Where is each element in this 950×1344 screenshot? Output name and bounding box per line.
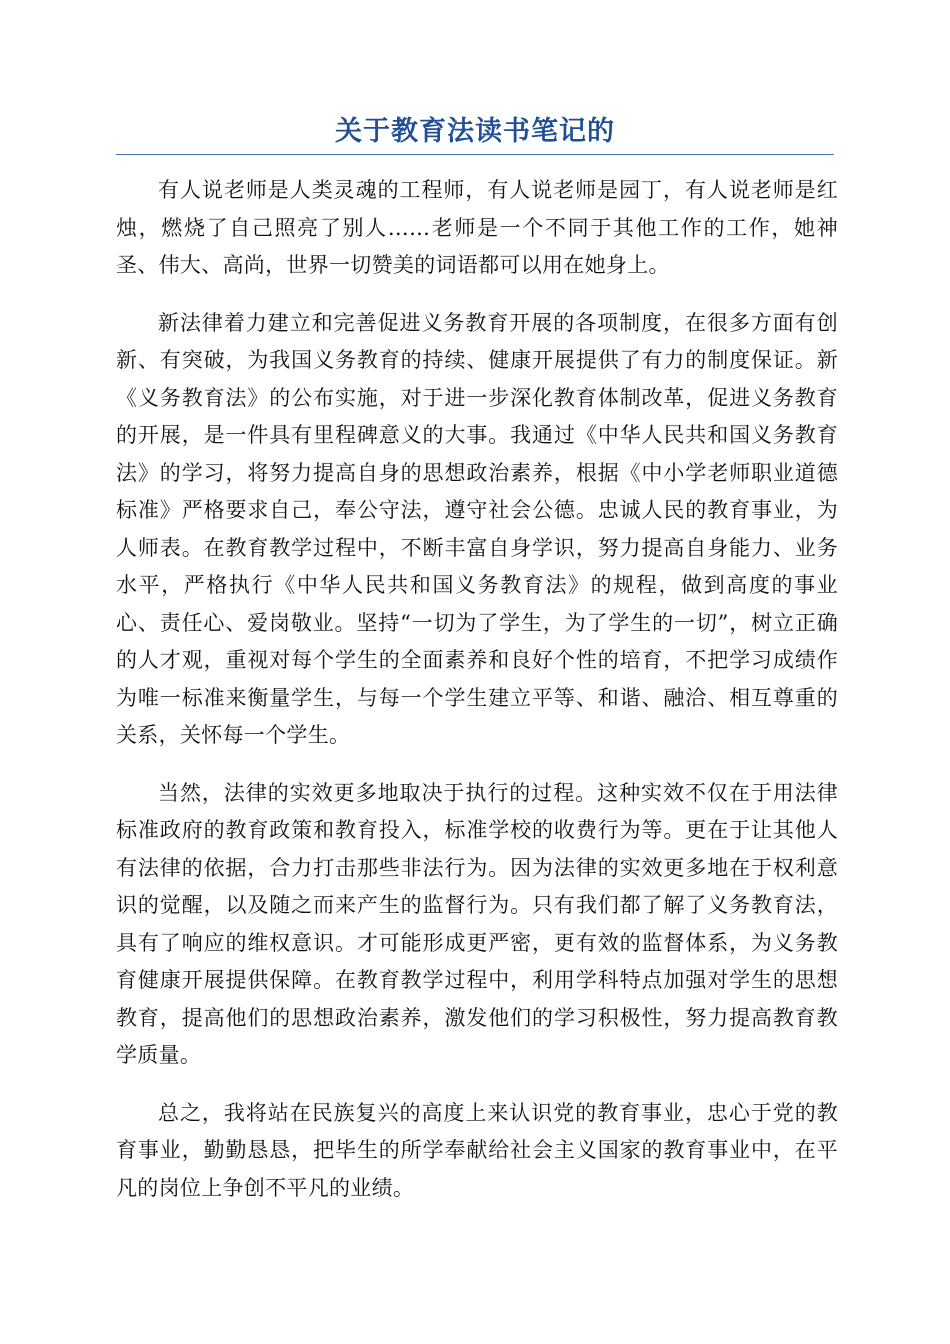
paragraph-intro: 有人说老师是人类灵魂的工程师，有人说老师是园丁，有人说老师是红烛，燃烧了自己照亮了别人……老师是一个不同于其他工作的工作，她神圣、伟大、高尚，世界一切赞美的词语都可以用在她身上。 [116, 178, 838, 277]
document-body [116, 172, 838, 1227]
document-title: 关于教育法读书笔记的 [335, 116, 615, 147]
title-underline [116, 154, 834, 155]
paragraph-new-law: 新法律着力建立和完善促进义务教育开展的各项制度，在很多方面有创新、有突破，为我国义务教育的持续、健康开展提供了有力的制度保证。新《义务教育法》的公布实施，对于进一步深化教育体制改革，促进义务教育的开展，是一件具有里程碑意义的大事。我通过《中华人民共和国义务教育法》的学习，将努力提高自身的思想政治素养，根据《中小学老师职业道德标准》严格要求自己，奉公守法，遵守社会公德。忠诚人民的教育事业，为人师表。在教育教学过程中，不断丰富自身学识，努力提高自身能力、业务水平，严格执行《中华人民共和国义务教育法》的规程，做到高度的事业心、责任心、爱岗敬业。坚持“一切为了学生，为了学生的一切”，树立正确的人才观，重视对每个学生的全面素养和良好个性的培育，不把学习成绩作为唯一标准来衡量学生，与每一个学生建立平等、和谐、融洽、相互尊重的关系，关怀每一个学生。 [116, 310, 838, 747]
paragraph-conclusion: 总之，我将站在民族复兴的高度上来认识党的教育事业，忠心于党的教育事业，勤勤恳恳，把毕生的所学奉献给社会主义国家的教育事业中，在平凡的岗位上争创不平凡的业绩。 [116, 1100, 838, 1200]
paragraph-law-effect: 当然，法律的实效更多地取决于执行的过程。这种实效不仅在于用法律标准政府的教育政策和教育投入，标准学校的收费行为等。更在于让其他人有法律的依据，合力打击那些非法行为。因为法律的实效更多地在于权利意识的觉醒，以及随之而来产生的监督行为。只有我们都了解了义务教育法，具有了响应的维权意识。才可能形成更严密，更有效的监督体系，为义务教育健康开展提供保障。在教育教学过程中，利用学科特点加强对学生的思想教育，提高他们的思想政治素养，激发他们的学习积极性，努力提高教育教学质量。 [116, 780, 838, 1067]
